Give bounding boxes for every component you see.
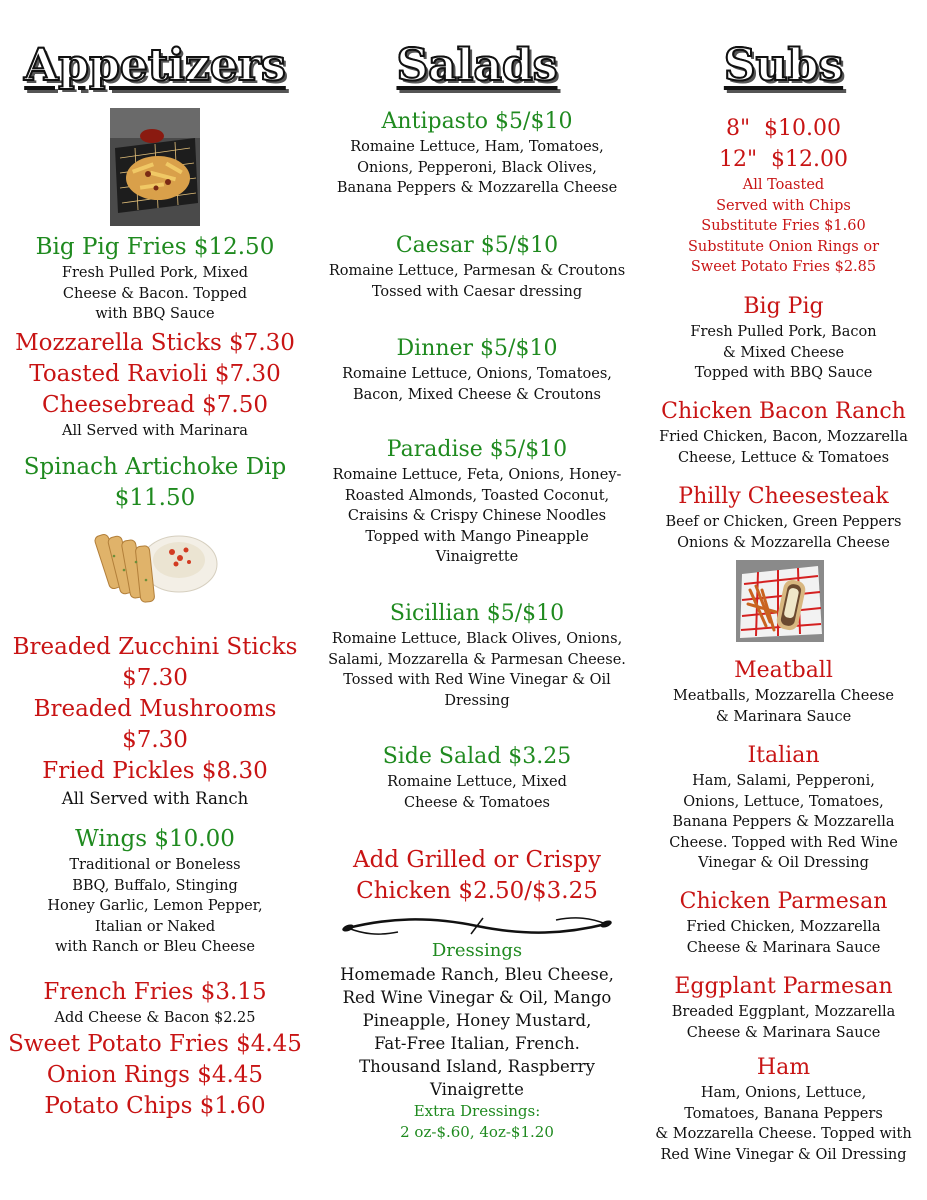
- item-description: Tossed with Caesar dressing: [371, 283, 583, 300]
- dressing-line: Fat-Free Italian, French.: [374, 1034, 580, 1053]
- item-description: Onions, Lettuce, Tomatoes,: [683, 793, 884, 810]
- item-description: Cheese & Bacon. Topped: [62, 285, 248, 302]
- item-description: Romaine Lettuce, Feta, Onions, Honey-: [332, 467, 622, 483]
- dinner-item: [318, 333, 636, 405]
- item-description: Romaine Lettuce, Onions, Tomatoes,: [342, 366, 612, 382]
- sub-price-8: 8" $10.00: [725, 116, 842, 141]
- sub-price-12: 12" $12.00: [718, 147, 849, 172]
- item-description: Cheese. Topped with Red Wine: [669, 834, 898, 851]
- item-description: Beef or Chicken, Green Peppers: [665, 514, 902, 530]
- subs-heading: Subs: [723, 40, 844, 91]
- italian-title: Italian: [747, 743, 820, 768]
- paradise-title: Paradise $5/$10: [386, 437, 568, 462]
- item-description: Honey Garlic, Lemon Pepper,: [47, 898, 263, 914]
- breadsticks-dip-photo: [94, 522, 220, 614]
- dressing-line: Vinaigrette: [430, 1080, 524, 1099]
- ranch-group: [0, 632, 310, 810]
- item-description: BBQ, Buffalo, Stinging: [72, 877, 238, 894]
- dressings-section: [318, 939, 636, 1143]
- onion-rings-title: Onion Rings $4.45: [46, 1061, 264, 1088]
- sub-note: Substitute Onion Rings or: [687, 238, 880, 255]
- mushrooms-price: $7.30: [122, 727, 188, 753]
- item-description: Banana Peppers & Mozzarella: [672, 814, 895, 830]
- french-fries-title: French Fries $3.15: [43, 979, 267, 1005]
- item-description: Vinaigrette: [435, 549, 519, 565]
- caesar-title: Caesar $5/$10: [395, 233, 559, 258]
- item-description: Vinegar & Oil Dressing: [698, 855, 869, 871]
- side-salad-item: [318, 741, 636, 813]
- add-chicken: [318, 845, 636, 907]
- paradise-item: [318, 434, 636, 568]
- marinara-note: All Served with Marinara: [62, 423, 248, 439]
- item-description: Topped with Mango Pineapple: [365, 528, 589, 545]
- sicillian-title: Sicillian $5/$10: [389, 601, 565, 626]
- sub-note: Sweet Potato Fries $2.85: [690, 259, 877, 275]
- italian-item: [640, 740, 927, 874]
- item-description: Roasted Almonds, Toasted Coconut,: [344, 487, 610, 504]
- item-description: Craisins & Crispy Chinese Noodles: [347, 508, 607, 524]
- zucchini-title: Breaded Zucchini Sticks: [12, 634, 298, 660]
- wings-title: Wings $10.00: [75, 826, 235, 852]
- flourish-divider: [318, 912, 636, 942]
- dressing-line: Pineapple, Honey Mustard,: [362, 1011, 592, 1030]
- item-description: Fresh Pulled Pork, Bacon: [690, 324, 877, 340]
- dressing-line: Homemade Ranch, Bleu Cheese,: [340, 965, 614, 984]
- item-description: Banana Peppers & Mozzarella Cheese: [336, 180, 618, 196]
- wings-item: [0, 824, 310, 958]
- item-description: Breaded Eggplant, Mozzarella: [671, 1004, 896, 1020]
- item-description: Romaine Lettuce, Mixed: [387, 774, 567, 790]
- marinara-group: [0, 328, 310, 442]
- item-description: Onions & Mozzarella Cheese: [677, 534, 890, 551]
- item-description: Ham, Onions, Lettuce,: [700, 1085, 867, 1101]
- cheesebread-title: Cheesebread $7.50: [42, 392, 268, 418]
- item-description: Cheese & Marinara Sauce: [686, 1024, 881, 1041]
- zucchini-price: $7.30: [122, 665, 188, 691]
- chicken-parmesan-title: Chicken Parmesan: [679, 889, 888, 914]
- item-description: & Mixed Cheese: [722, 344, 845, 361]
- item-description: Fried Chicken, Mozzarella: [686, 919, 881, 935]
- spinach-dip-title: Spinach Artichoke Dip: [23, 454, 287, 480]
- item-description: Cheese & Tomatoes: [404, 794, 550, 811]
- meatball-item: [640, 655, 927, 727]
- item-description: & Marinara Sauce: [715, 708, 852, 725]
- fried-pickles-title: Fried Pickles $8.30: [42, 758, 268, 784]
- item-description: Tomatoes, Banana Peppers: [684, 1105, 883, 1122]
- eggplant-parmesan-title: Eggplant Parmesan: [674, 974, 893, 999]
- item-description: & Mozzarella Cheese. Topped with: [655, 1126, 912, 1142]
- ham-item: [640, 1052, 927, 1165]
- fries-photo: [110, 108, 200, 226]
- meatball-title: Meatball: [734, 658, 833, 683]
- add-chicken-line2: Chicken $2.50/$3.25: [356, 878, 598, 904]
- item-description: Dressing: [444, 692, 510, 709]
- antipasto-item: [318, 106, 636, 199]
- item-description: with BBQ Sauce: [95, 306, 215, 322]
- ranch-note: All Served with Ranch: [61, 789, 249, 808]
- item-description: Onions, Pepperoni, Black Olives,: [357, 159, 597, 176]
- item-description: Ham, Salami, Pepperoni,: [692, 773, 875, 789]
- dressings-title: Dressings: [431, 940, 523, 961]
- extra-dressings-price: 2 oz-$.60, 4oz-$1.20: [400, 1123, 554, 1141]
- item-description: with Ranch or Bleu Cheese: [55, 939, 255, 955]
- chicken-bacon-ranch-item: [640, 396, 927, 468]
- dressing-line: Thousand Island, Raspberry: [359, 1057, 595, 1076]
- big-pig-fries-item: [0, 232, 310, 325]
- spinach-dip-price: $11.50: [114, 485, 196, 511]
- ham-title: Ham: [756, 1055, 811, 1080]
- eggplant-parmesan-item: [640, 971, 927, 1043]
- big-pig-item: [640, 291, 927, 384]
- chicken-bacon-ranch-title: Chicken Bacon Ranch: [661, 399, 906, 424]
- salads-heading: Salads: [396, 40, 558, 91]
- item-description: Tossed with Red Wine Vinegar & Oil: [343, 672, 611, 688]
- item-description: Traditional or Boneless: [69, 857, 241, 873]
- extra-dressings-label: Extra Dressings:: [413, 1102, 541, 1120]
- sweet-potato-title: Sweet Potato Fries $4.45: [8, 1030, 302, 1057]
- item-description: Italian or Naked: [94, 918, 216, 935]
- side-salad-title: Side Salad $3.25: [382, 744, 572, 769]
- philly-title: Philly Cheesesteak: [678, 484, 889, 509]
- item-description: Bacon, Mixed Cheese & Croutons: [352, 386, 601, 403]
- antipasto-title: Antipasto $5/$10: [381, 109, 573, 134]
- item-description: Fried Chicken, Bacon, Mozzarella: [659, 429, 908, 445]
- mushrooms-title: Breaded Mushrooms: [33, 696, 277, 722]
- item-description: Romaine Lettuce, Ham, Tomatoes,: [350, 139, 604, 155]
- dinner-title: Dinner $5/$10: [396, 336, 558, 361]
- sub-note: Served with Chips: [716, 197, 851, 214]
- item-description: Red Wine Vinegar & Oil Dressing: [660, 1146, 907, 1163]
- big-pig-fries-title: Big Pig Fries $12.50: [35, 234, 275, 260]
- chicken-parmesan-item: [640, 886, 927, 958]
- sicillian-item: [318, 598, 636, 711]
- dressing-line: Red Wine Vinegar & Oil, Mango: [342, 988, 612, 1007]
- spinach-dip-item: [0, 452, 310, 514]
- sides-group: [0, 977, 310, 1122]
- item-description: Fresh Pulled Pork, Mixed: [61, 265, 249, 281]
- sub-prices: [640, 113, 927, 278]
- caesar-item: [318, 230, 636, 302]
- french-fries-note: Add Cheese & Bacon $2.25: [54, 1010, 256, 1026]
- item-description: Cheese & Marinara Sauce: [686, 939, 881, 956]
- sub-note: Substitute Fries $1.60: [701, 218, 866, 234]
- toasted-ravioli-title: Toasted Ravioli $7.30: [29, 361, 281, 387]
- item-description: Romaine Lettuce, Parmesan & Croutons: [328, 263, 626, 279]
- potato-chips-title: Potato Chips $1.60: [44, 1092, 266, 1119]
- item-description: Salami, Mozzarella & Parmesan Cheese.: [328, 651, 626, 668]
- item-description: Romaine Lettuce, Black Olives, Onions,: [331, 631, 623, 647]
- sub-note: All Toasted: [742, 177, 825, 193]
- philly-item: [640, 481, 927, 553]
- sub-fries-photo: [736, 560, 824, 642]
- item-description: Meatballs, Mozzarella Cheese: [673, 688, 894, 704]
- add-chicken-line1: Add Grilled or Crispy: [352, 847, 602, 873]
- appetizers-heading: Appetizers: [24, 40, 286, 91]
- big-pig-title: Big Pig: [743, 294, 824, 319]
- mozzarella-sticks-title: Mozzarella Sticks $7.30: [15, 330, 295, 356]
- item-description: Cheese, Lettuce & Tomatoes: [677, 449, 890, 466]
- item-description: Topped with BBQ Sauce: [694, 365, 873, 381]
